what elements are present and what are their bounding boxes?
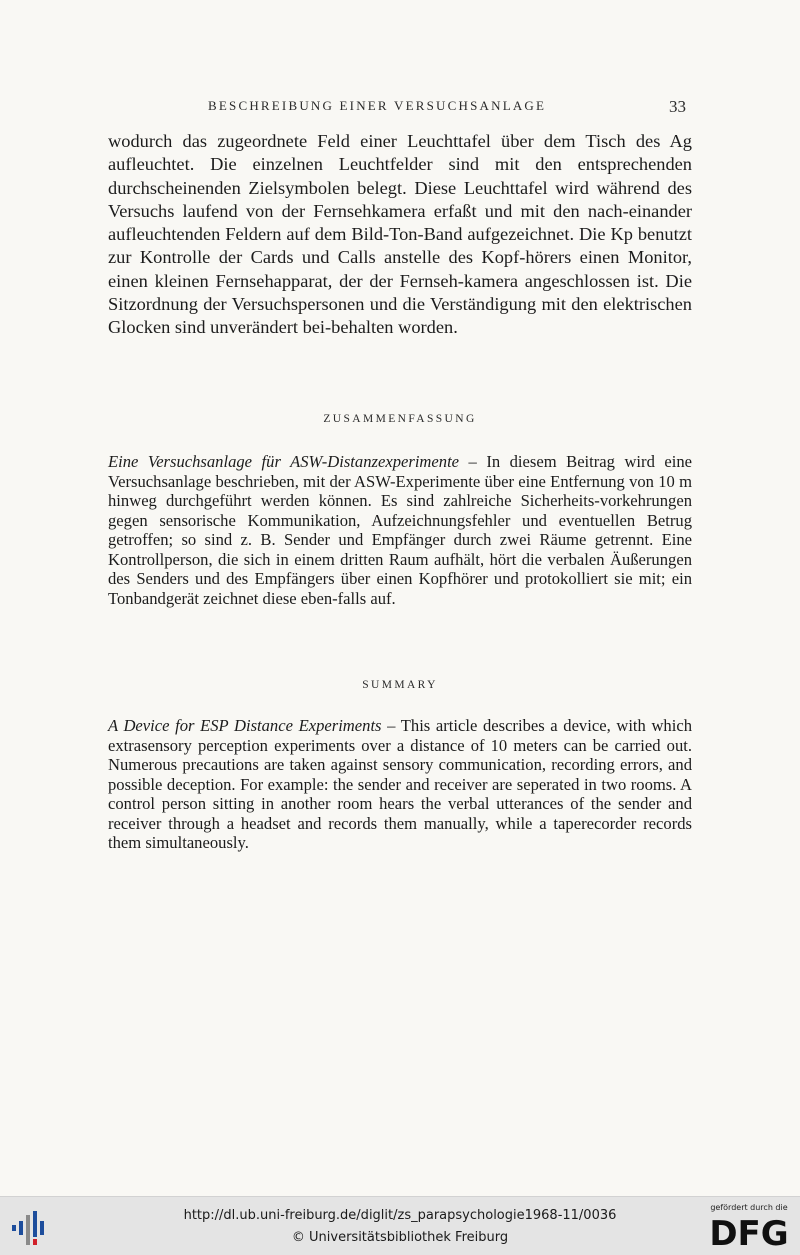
summary-heading: SUMMARY	[362, 679, 438, 691]
dfg-caption: gefördert durch die	[710, 1203, 788, 1212]
german-abstract-title: Eine Versuchsanlage für ASW-Distanzexperimente	[108, 452, 460, 471]
copyright-notice: © Universitätsbibliothek Freiburg	[291, 1230, 509, 1245]
zusammenfassung-heading: ZUSAMMENFASSUNG	[323, 413, 477, 425]
dfg-wordmark	[705, 1214, 793, 1250]
page-number: 33	[669, 97, 686, 116]
footer-bar	[0, 1196, 800, 1255]
german-abstract	[108, 452, 692, 608]
body-paragraph: wodurch das zugeordnete Feld einer Leuchttafel über dem Tisch des Ag aufleuchtet. Die einzelnen Leuchtfelder sind mit den entsprechenden durchscheinenden Zielsymbolen belegt. Diese Leuchttafel wird während des Versuchs laufend von der Fernsehkamera erfaßt und mit den nach-einander aufleuchtenden Feldern auf dem Bild-Ton-Band aufgezeichnet. Die Kp benutzt zur Kontrolle der Cards und Calls anstelle des Kopf-hörers einen Monitor, einen kleinen Fernsehapparat, der der Fernseh-kamera angeschlossen ist. Die Sitzordnung der Versuchspersonen und die Verständigung mit den elektrischen Glocken sind unverändert bei-behalten worden.	[108, 131, 692, 338]
dfg-logo-icon	[705, 1203, 793, 1251]
english-abstract	[108, 716, 692, 853]
permalink-url[interactable]: http://dl.ub.uni-freiburg.de/diglit/zs_parapsychologie1968-11/0036	[183, 1208, 617, 1223]
english-abstract-title: A Device for ESP Distance Experiments	[108, 716, 382, 735]
svg-text:DFG: DFG	[709, 1214, 789, 1250]
english-abstract-text: – This article describes a device, with which extrasensory perception experiments over a distance of 10 meters can be carried out. Numerous precautions are taken against sensory communication, recording errors, and possible deception. For example: the sender and receiver are seperated in two rooms. A control person sitting in another room hears the verbal utterances of the sender and receiver through a headset and records them manually, while a taperecorder records them simultaneously.	[108, 716, 692, 852]
german-abstract-text: – In diesem Beitrag wird eine Versuchsanlage beschrieben, mit der ASW-Experimente über eine Entfernung von 10 m hinweg durchgeführt werden können. Es sind zahlreiche Sicherheits-vorkehrungen gegen sensorische Kommunikation, Aufzeichnungsfehler und eventuellen Betrug getroffen; so sind z. B. Sender und Empfänger durch zwei Räume getrennt. Eine Kontrollperson, die sich in einem dritten Raum aufhält, hört die verbalen Äußerungen des Senders und des Empfängers über einen Kopfhörer und protokolliert sie mit; ein Tonbandgerät zeichnet diese eben-falls auf.	[108, 452, 692, 608]
running-head-title: BESCHREIBUNG EINER VERSUCHSANLAGE	[208, 98, 547, 113]
